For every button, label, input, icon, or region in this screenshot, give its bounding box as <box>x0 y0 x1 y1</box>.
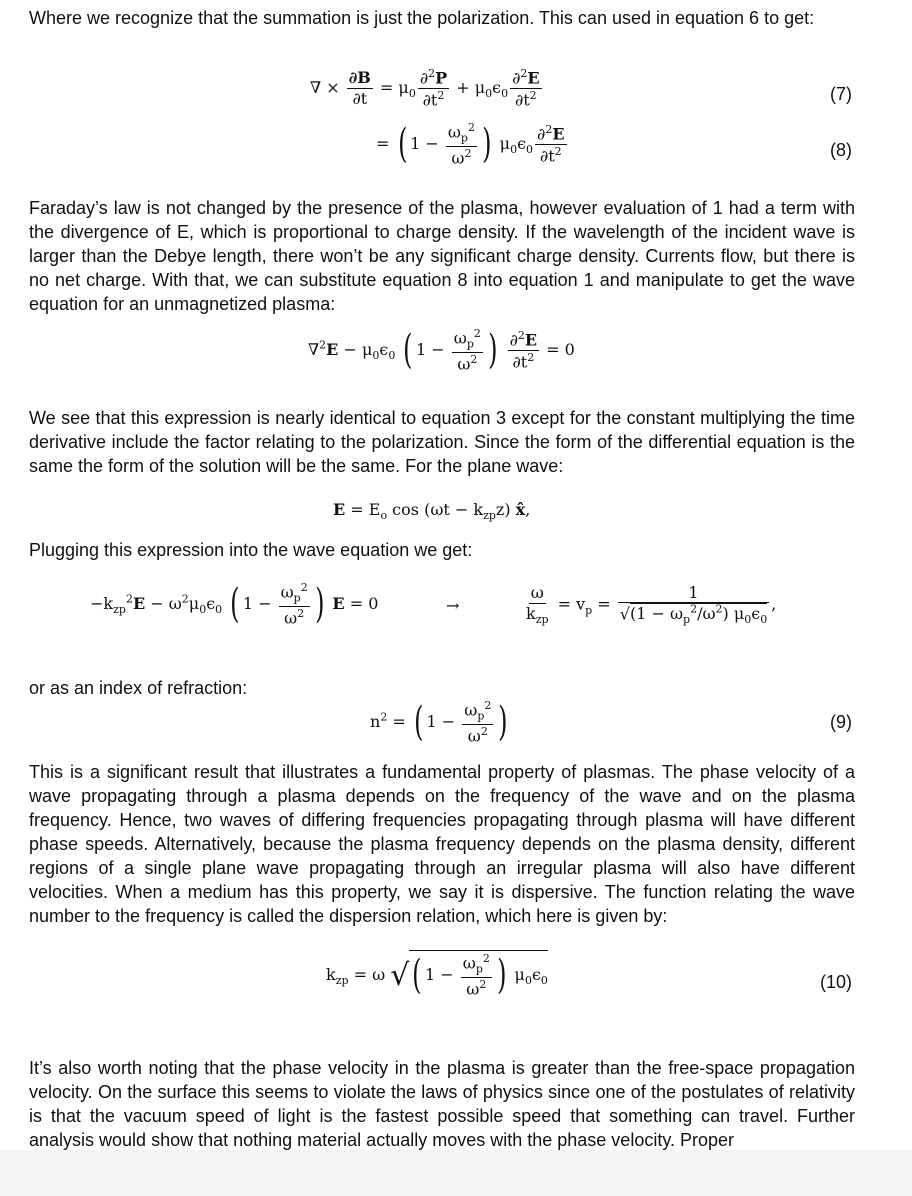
paragraph-faraday: Faraday’s law is not changed by the presence of the plasma, however evaluation of 1 had a term with the divergence of E, which is proportional to charge density. If the wavelength of the incident wave is larger than the Debye length, there won’t be any significant charge density. Currents flow, but there is no net charge. With that, we can substitute equation 8 into equation 1 and manipulate to get the wave equation for an unmagnetized plasma: <box>29 198 855 314</box>
equation-number-7: (7) <box>830 84 852 104</box>
page-footer-shade <box>0 1150 912 1196</box>
equation-substituted: $-k_{zp}^2E - \omega^2\mu_0\epsilon_0$ ( 1 − $\frac{\omega_p^2}{\omega^2}$ ) E = 0 <box>90 581 379 628</box>
fraction-numerator-one: 1 <box>618 584 768 603</box>
paragraph-plugging: Plugging this expression into the wave equation we get: <box>29 540 473 560</box>
equation-phase-velocity: $\frac{\omega}{k_{zp}}$ = $v_p$ = $\frac{1}{√(1 - \omega_p^2/\omega^2) \mu_0\epsilon_0}$ , <box>526 583 777 627</box>
equation-wave-plasma: $\nabla^2E - \mu_0\epsilon_0$ ( 1 − $\frac{\omega_p^2}{\omega^2}$ ) $\frac{\partial^2E}{\partial t^2}$ = 0 <box>308 327 575 374</box>
equation-8: = ( 1 − $\frac{\omega_p^2}{\omega^2}$ ) $\mu_0\epsilon_0$ $\frac{\partial^2E}{\partial t^2}$ <box>376 121 565 168</box>
arrow-symbol: → <box>446 596 460 615</box>
equation-plane-wave: $E = E_o$ $\cos (\omega t - k_{zp}z)$ x̂, <box>333 500 531 523</box>
paragraph-polarization: Where we recognize that the summation is just the polarization. This can used in equation 6 to get: <box>29 8 815 28</box>
equation-number-9: (9) <box>830 712 852 732</box>
paragraph-index: or as an index of refraction: <box>29 678 248 698</box>
equation-7: ∇ × $\frac{\partial B}{\partial t}$ = $\mu_0$ $\frac{\partial^2P}{\partial t^2}$ + $\mu_0\epsilon_0$ $\frac{\partial^2E}{\partial t^2}$ <box>310 67 540 110</box>
equation-9: $n^2$ = ( 1 − $\frac{\omega_p^2}{\omega^2}$ ) <box>370 699 508 746</box>
equation-number-8: (8) <box>830 140 852 160</box>
paragraph-significant: This is a significant result that illustrates a fundamental property of plasmas. The phase velocity of a wave propagating through a plasma depends on the frequency of the wave and on the plasma frequency. Hence, two waves of differing frequencies propagating through plasma will have different phase speeds. Alternatively, because the plasma frequency depends on the plasma density, different regions of a single plane wave propagating through an irregular plasma will also have different velocities. When a medium has this property, we say it is dispersive. The function relating the wave number to the frequency is called the dispersion relation, which here is given by: <box>29 762 855 926</box>
equation-number-10: (10) <box>819 972 852 992</box>
equation-10: $k_{zp} = \omega$ √( 1 − $\frac{\omega_p^2}{\omega^2}$ ) $\mu_0\epsilon_0$ <box>326 952 548 999</box>
paragraph-phase-velocity: It’s also worth noting that the phase velocity in the plasma is greater than the free-space propagation velocity. On the surface this seems to violate the laws of physics since one of the postulates of relativity is that the vacuum speed of light is the fastest possible speed that something can travel. Further analysis would show that nothing material actually moves with the phase velocity. Proper <box>29 1058 855 1150</box>
paragraph-identical: We see that this expression is nearly identical to equation 3 except for the constant multiplying the time derivative include the factor relating to the polarization. Since the form of the differential equation is the same the form of the solution will be the same. For the plane wave: <box>29 408 855 476</box>
